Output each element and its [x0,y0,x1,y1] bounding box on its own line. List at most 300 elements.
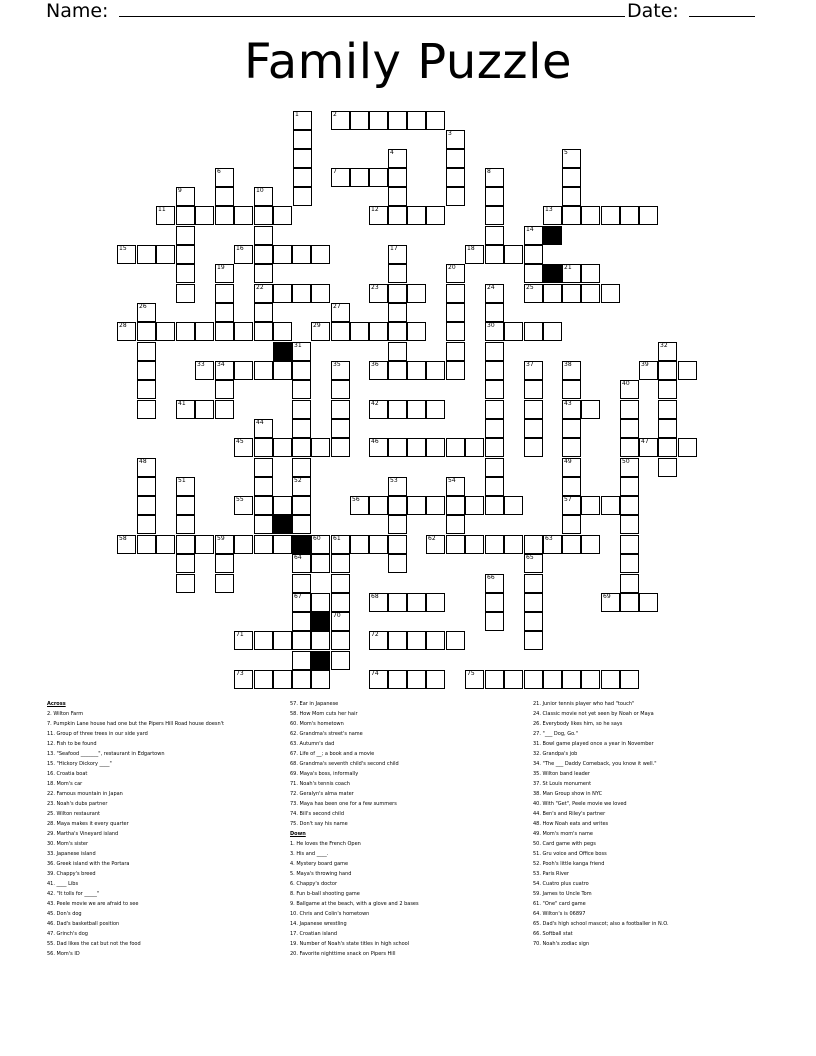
clue-item: 27. "___ Dog, Go." [533,731,578,737]
grid-cell[interactable] [446,322,465,341]
clue-number: 27 [333,303,341,310]
grid-cell[interactable] [292,380,311,399]
grid-cell[interactable] [137,400,156,419]
grid-cell[interactable] [254,631,273,650]
grid-cell[interactable] [293,187,312,206]
grid-cell[interactable] [254,496,273,515]
grid-cell[interactable] [446,361,465,380]
grid-cell[interactable] [195,206,214,225]
grid-cell[interactable] [562,535,581,554]
grid-cell[interactable] [639,593,658,612]
grid-cell[interactable] [215,574,234,593]
name-input-line[interactable] [119,0,625,17]
grid-cell[interactable] [562,477,581,496]
grid-cell[interactable] [543,284,562,303]
grid-cell[interactable] [254,322,273,341]
grid-cell[interactable] [446,168,465,187]
grid-cell[interactable] [137,535,156,554]
grid-cell[interactable] [293,149,312,168]
grid-cell[interactable] [426,496,445,515]
clue-number: 4 [390,149,394,156]
grid-cell[interactable] [524,438,543,457]
grid-cell[interactable] [176,264,195,283]
grid-cell[interactable] [195,535,214,554]
grid-cell[interactable] [620,670,639,689]
grid-cell[interactable] [311,593,330,612]
grid-cell[interactable] [504,245,523,264]
grid-cell[interactable] [562,670,581,689]
grid-cell[interactable] [485,400,504,419]
grid-cell[interactable] [215,284,234,303]
grid-cell[interactable] [407,438,426,457]
grid-cell[interactable] [176,245,195,264]
grid-cell[interactable] [446,631,465,650]
grid-cell[interactable] [350,535,369,554]
grid-cell[interactable] [215,400,234,419]
clue-item: 63. Autumn's dad [290,741,335,747]
grid-cell[interactable] [369,111,388,130]
grid-cell[interactable] [292,245,311,264]
grid-cell[interactable] [156,535,175,554]
grid-cell[interactable] [446,342,465,361]
grid-cell[interactable] [485,593,504,612]
grid-cell[interactable] [292,651,311,670]
clue-item: 34. "The ___ Daddy Comeback, you know it well." [533,761,657,767]
grid-cell[interactable] [407,322,426,341]
clue-item: 36. Greek island with the Portara [47,861,130,867]
grid-cell-black [273,515,292,534]
grid-cell[interactable] [426,438,445,457]
grid-cell[interactable] [620,419,639,438]
grid-cell[interactable] [331,574,350,593]
grid-cell[interactable] [234,361,253,380]
grid-cell[interactable] [581,284,600,303]
clue-number: 1 [295,111,299,118]
grid-cell[interactable] [407,400,426,419]
grid-cell[interactable] [485,419,504,438]
grid-cell[interactable] [292,612,311,631]
grid-cell[interactable] [485,206,504,225]
grid-cell[interactable] [254,458,273,477]
grid-cell[interactable] [388,593,407,612]
grid-cell[interactable] [465,535,484,554]
clue-item: 69. Maya's boss, informally [290,771,359,777]
grid-cell[interactable] [176,515,195,534]
grid-cell[interactable] [137,361,156,380]
grid-cell[interactable] [292,670,311,689]
grid-cell[interactable] [215,187,234,206]
grid-cell[interactable] [388,168,407,187]
grid-cell[interactable] [620,206,639,225]
clue-item: 13. "Seafood _______", restaurant in Edgartown [47,751,165,757]
grid-cell[interactable] [156,322,175,341]
grid-cell[interactable] [388,284,407,303]
grid-cell[interactable] [407,593,426,612]
grid-cell[interactable] [581,400,600,419]
grid-cell[interactable] [369,168,388,187]
grid-cell[interactable] [388,111,407,130]
grid-cell[interactable] [504,535,523,554]
grid-cell[interactable] [485,303,504,322]
clue-number: 42 [371,400,379,407]
grid-cell[interactable] [407,206,426,225]
grid-cell[interactable] [678,361,697,380]
grid-cell[interactable] [485,361,504,380]
grid-cell[interactable] [273,535,292,554]
grid-cell[interactable] [485,458,504,477]
grid-cell[interactable] [273,206,292,225]
grid-cell[interactable] [195,400,214,419]
grid-cell[interactable] [273,438,292,457]
grid-cell[interactable] [639,206,658,225]
grid-cell[interactable] [331,400,350,419]
grid-cell-black [292,535,311,554]
clue-number: 45 [236,438,244,445]
grid-cell[interactable] [176,535,195,554]
grid-cell[interactable] [215,303,234,322]
grid-cell[interactable] [562,168,581,187]
grid-cell[interactable] [485,477,504,496]
clue-number: 41 [178,400,186,407]
grid-cell[interactable] [601,284,620,303]
grid-cell[interactable] [292,419,311,438]
grid-cell[interactable] [485,670,504,689]
grid-cell[interactable] [485,380,504,399]
grid-cell[interactable] [369,535,388,554]
grid-cell[interactable] [293,130,312,149]
clues-column-2 [290,699,520,959]
grid-cell[interactable] [601,206,620,225]
grid-cell[interactable] [620,554,639,573]
grid-cell[interactable] [465,496,484,515]
grid-cell[interactable] [215,206,234,225]
grid-cell[interactable] [407,670,426,689]
grid-cell[interactable] [311,284,330,303]
grid-cell[interactable] [426,361,445,380]
grid-cell[interactable] [446,149,465,168]
grid-cell[interactable] [234,206,253,225]
grid-cell[interactable] [350,168,369,187]
date-input-line[interactable] [689,0,755,17]
grid-cell[interactable] [254,226,273,245]
grid-cell[interactable] [273,245,292,264]
clue-number: 13 [545,206,553,213]
clue-item: 48. How Noah eats and writes [533,821,609,827]
grid-cell[interactable] [426,400,445,419]
grid-cell[interactable] [254,206,273,225]
grid-cell[interactable] [350,322,369,341]
grid-cell[interactable] [176,226,195,245]
grid-cell[interactable] [658,361,677,380]
grid-cell[interactable] [446,535,465,554]
grid-cell[interactable] [658,438,677,457]
grid-cell[interactable] [293,168,312,187]
grid-cell[interactable] [485,187,504,206]
grid-cell[interactable] [331,593,350,612]
grid-cell[interactable] [176,554,195,573]
grid-cell[interactable] [254,303,273,322]
grid-cell[interactable] [176,574,195,593]
grid-cell[interactable] [350,111,369,130]
clue-item: 22. Famous mountain in Japan [47,791,123,797]
grid-cell[interactable] [176,322,195,341]
grid-cell[interactable] [658,380,677,399]
clue-number: 25 [526,284,534,291]
grid-cell[interactable] [562,438,581,457]
grid-cell[interactable] [292,400,311,419]
grid-cell[interactable] [620,496,639,515]
grid-cell[interactable] [292,438,311,457]
grid-cell[interactable] [215,554,234,573]
grid-cell[interactable] [446,284,465,303]
clue-item: 32. Grandpa's job [533,751,578,757]
grid-cell[interactable] [254,245,273,264]
grid-cell[interactable] [254,477,273,496]
clue-item: 35. Wilton band leader [533,771,590,777]
grid-cell[interactable] [311,670,330,689]
grid-cell[interactable] [176,206,195,225]
grid-cell[interactable] [388,264,407,283]
grid-cell[interactable] [524,380,543,399]
grid-cell[interactable] [446,187,465,206]
grid-cell[interactable] [562,419,581,438]
clue-number: 69 [603,593,611,600]
grid-cell[interactable] [407,361,426,380]
clue-item: 46. Dad's basketball position [47,921,120,927]
grid-cell[interactable] [524,264,543,283]
clue-number: 66 [487,574,495,581]
clue-number: 49 [564,458,572,465]
grid-cell[interactable] [524,670,543,689]
grid-cell[interactable] [426,670,445,689]
clue-item: 62. Grandma's street's name [290,731,363,737]
clue-item: 43. Peele movie we are afraid to see [47,901,139,907]
grid-cell[interactable] [273,631,292,650]
grid-cell[interactable] [465,438,484,457]
grid-cell[interactable] [254,670,273,689]
grid-cell-black [311,612,330,631]
clue-number: 34 [217,361,225,368]
grid-cell[interactable] [292,496,311,515]
clue-item: 56. Mom's ID [47,951,80,957]
grid-cell[interactable] [446,438,465,457]
grid-cell[interactable] [504,670,523,689]
grid-cell[interactable] [176,496,195,515]
grid-cell[interactable] [388,206,407,225]
grid-cell[interactable] [254,535,273,554]
grid-cell[interactable] [524,419,543,438]
grid-cell[interactable] [273,496,292,515]
grid-cell[interactable] [504,322,523,341]
clue-number: 63 [545,535,553,542]
grid-cell[interactable] [388,303,407,322]
grid-cell[interactable] [388,515,407,534]
grid-cell[interactable] [407,631,426,650]
grid-cell[interactable] [504,496,523,515]
grid-cell[interactable] [562,515,581,534]
grid-cell[interactable] [485,245,504,264]
grid-cell[interactable] [601,496,620,515]
grid-cell[interactable] [292,574,311,593]
grid-cell[interactable] [388,670,407,689]
clues-column-1 [47,699,277,959]
grid-cell[interactable] [273,361,292,380]
clue-number: 58 [119,535,127,542]
grid-cell[interactable] [311,245,330,264]
grid-cell[interactable] [215,322,234,341]
grid-cell[interactable] [426,593,445,612]
grid-cell[interactable] [254,515,273,534]
grid-cell[interactable] [311,631,330,650]
grid-cell[interactable] [581,670,600,689]
grid-cell[interactable] [331,380,350,399]
clue-item: 41. ____ Libs [47,881,79,887]
clue-item: 24. Classic movie not yet seen by Noah or Maya [533,711,654,717]
grid-cell[interactable] [658,419,677,438]
grid-cell[interactable] [156,245,175,264]
grid-cell[interactable] [524,322,543,341]
grid-cell[interactable] [581,264,600,283]
grid-cell[interactable] [581,496,600,515]
grid-cell[interactable] [388,554,407,573]
grid-cell[interactable] [273,322,292,341]
grid-cell[interactable] [407,111,426,130]
grid-cell[interactable] [426,111,445,130]
grid-cell[interactable] [388,496,407,515]
grid-cell[interactable] [485,496,504,515]
grid-cell[interactable] [485,226,504,245]
clue-item: 16. Croatia boat [47,771,88,777]
name-label: Name: [46,0,109,22]
clue-number: 32 [660,342,668,349]
grid-cell[interactable] [137,342,156,361]
grid-cell[interactable] [311,438,330,457]
grid-cell[interactable] [195,322,214,341]
grid-cell[interactable] [273,284,292,303]
grid-cell[interactable] [543,322,562,341]
grid-cell[interactable] [331,554,350,573]
grid-cell[interactable] [254,438,273,457]
grid-cell[interactable] [524,245,543,264]
grid-cell[interactable] [292,284,311,303]
grid-cell[interactable] [658,400,677,419]
clue-item: 58. How Mom cuts her hair [290,711,358,717]
date-label-row [627,0,755,22]
grid-cell[interactable] [137,380,156,399]
grid-cell[interactable] [331,419,350,438]
grid-cell[interactable] [620,515,639,534]
grid-cell[interactable] [524,400,543,419]
grid-cell[interactable] [620,535,639,554]
grid-cell[interactable] [446,496,465,515]
grid-cell[interactable] [524,612,543,631]
clue-number: 2 [333,111,337,118]
grid-cell[interactable] [620,574,639,593]
grid-cell[interactable] [426,206,445,225]
grid-cell[interactable] [388,438,407,457]
clue-item: 66. Softball stat [533,931,573,937]
grid-cell[interactable] [581,206,600,225]
clue-item: 42. "It tolls for _____" [47,891,100,897]
grid-cell[interactable] [446,515,465,534]
grid-cell[interactable] [678,438,697,457]
grid-cell[interactable] [562,187,581,206]
grid-cell[interactable] [388,535,407,554]
grid-cell[interactable] [331,631,350,650]
grid-cell[interactable] [620,593,639,612]
grid-cell[interactable] [292,631,311,650]
grid-cell[interactable] [292,361,311,380]
grid-cell[interactable] [524,593,543,612]
grid-cell[interactable] [407,496,426,515]
grid-cell[interactable] [388,322,407,341]
grid-cell[interactable] [234,535,253,554]
grid-cell[interactable] [446,303,465,322]
grid-cell[interactable] [658,458,677,477]
grid-cell[interactable] [426,631,445,650]
clue-item: 55. Dad likes the cat but not the food [47,941,141,947]
grid-cell[interactable] [388,631,407,650]
grid-cell[interactable] [388,342,407,361]
grid-cell[interactable] [176,284,195,303]
grid-cell[interactable] [620,438,639,457]
grid-cell[interactable] [485,535,504,554]
grid-cell[interactable] [485,612,504,631]
grid-cell[interactable] [331,651,350,670]
grid-cell[interactable] [485,342,504,361]
clue-item: 1. He loves the French Open [290,841,361,847]
grid-cell[interactable] [215,380,234,399]
grid-cell[interactable] [137,245,156,264]
grid-cell[interactable] [369,322,388,341]
grid-cell[interactable] [543,670,562,689]
grid-cell[interactable] [137,477,156,496]
grid-cell[interactable] [388,187,407,206]
grid-cell[interactable] [137,515,156,534]
grid-cell[interactable] [601,670,620,689]
clue-number: 16 [236,245,244,252]
clue-number: 61 [333,535,341,542]
grid-cell[interactable] [581,535,600,554]
clue-number: 33 [197,361,205,368]
grid-cell[interactable] [485,438,504,457]
grid-cell[interactable] [388,361,407,380]
grid-cell[interactable] [407,284,426,303]
grid-cell[interactable] [292,515,311,534]
grid-cell[interactable] [524,631,543,650]
grid-cell[interactable] [388,400,407,419]
grid-cell[interactable] [562,380,581,399]
grid-cell[interactable] [311,554,330,573]
grid-cell[interactable] [137,322,156,341]
grid-cell[interactable] [331,322,350,341]
grid-cell[interactable] [331,438,350,457]
grid-cell[interactable] [254,264,273,283]
grid-cell[interactable] [234,322,253,341]
grid-cell[interactable] [137,496,156,515]
clue-number: 50 [622,458,630,465]
grid-cell[interactable] [562,206,581,225]
grid-cell[interactable] [292,458,311,477]
grid-cell[interactable] [273,670,292,689]
grid-cell[interactable] [620,477,639,496]
grid-cell[interactable] [620,400,639,419]
grid-cell[interactable] [562,284,581,303]
grid-cell[interactable] [369,496,388,515]
grid-cell[interactable] [254,361,273,380]
grid-cell[interactable] [524,574,543,593]
grid-cell[interactable] [524,535,543,554]
